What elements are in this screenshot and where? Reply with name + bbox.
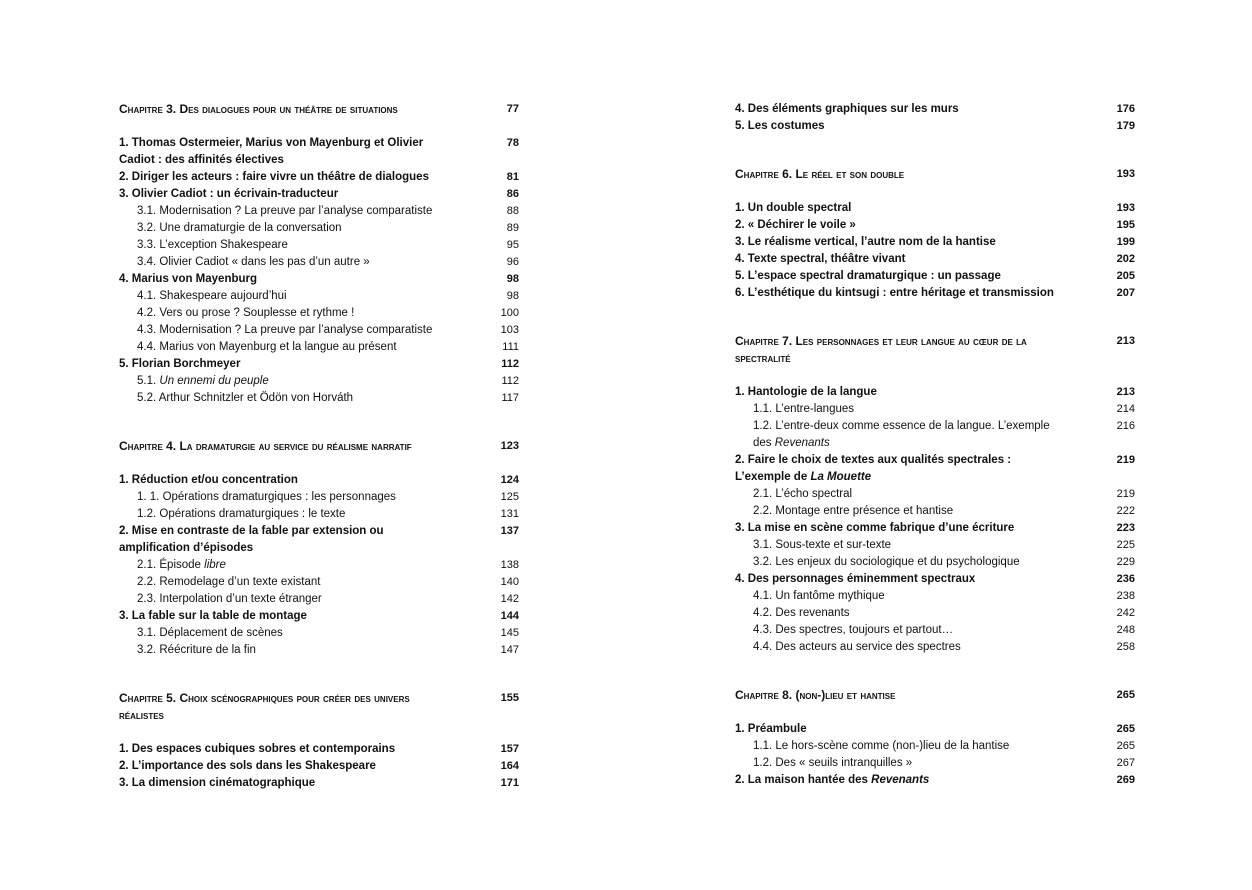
toc-entry-title: 4. Texte spectral, théâtre vivant xyxy=(735,253,906,265)
toc-section-entry xyxy=(735,452,1135,486)
toc-subsection-entry xyxy=(735,622,1135,639)
toc-entry-title: 5. L’espace spectral dramaturgique : un passage xyxy=(735,270,1001,282)
toc-page-number: 103 xyxy=(500,324,519,336)
toc-entry-title: 4. Marius von Mayenburg xyxy=(119,273,258,285)
toc-section-entry xyxy=(735,384,1135,401)
toc-entry-title: 1. Réduction et/ou concentration xyxy=(119,474,298,486)
toc-subsection-entry xyxy=(119,506,519,523)
toc-subsection-entry xyxy=(119,489,519,506)
toc-section-entry xyxy=(735,285,1135,302)
toc-entry-title: Chapitre 3. Des dialogues pour un théâtre de situations xyxy=(119,102,398,116)
toc-entry-title: 2. L’importance des sols dans les Shakespeare xyxy=(119,760,376,772)
toc-entry-title: 4.4. Des acteurs au service des spectres xyxy=(753,641,961,653)
toc-subsection-entry xyxy=(735,401,1135,418)
right-page-toc xyxy=(735,101,1135,789)
toc-page-number: 78 xyxy=(506,137,519,149)
toc-section-entry xyxy=(119,741,519,758)
toc-section-entry xyxy=(119,356,519,373)
toc-page-number: 193 xyxy=(1116,202,1135,214)
toc-subsection-entry xyxy=(119,288,519,305)
toc-page-number: 267 xyxy=(1116,757,1135,769)
toc-subsection-entry xyxy=(119,322,519,339)
toc-subsection-entry xyxy=(735,554,1135,571)
toc-page-number: 124 xyxy=(500,474,519,486)
toc-entry-title-italic: Revenants xyxy=(774,437,830,449)
toc-section-entry xyxy=(119,608,519,625)
toc-subsection-entry xyxy=(119,557,519,574)
toc-entry-title-prefix: 2. La maison hantée des xyxy=(735,774,872,786)
toc-entry-title: 4.1. Un fantôme mythique xyxy=(753,590,885,602)
toc-entry-title: 3. La mise en scène comme fabrique d’une écriture xyxy=(735,522,1015,534)
toc-entry-title: 2. Mise en contraste de la fable par extension ou amplification d’épisodes xyxy=(119,525,384,554)
toc-page-number: 123 xyxy=(500,440,519,452)
toc-subsection-entry xyxy=(119,254,519,271)
toc-subsection-entry xyxy=(119,574,519,591)
toc-page-number: 95 xyxy=(506,239,519,251)
toc-page-number: 96 xyxy=(506,256,519,268)
toc-entry-title: 4.2. Vers ou prose ? Souplesse et rythme ! xyxy=(137,307,355,319)
toc-entry-title: 2.3. Interpolation d’un texte étranger xyxy=(137,593,322,605)
toc-subsection-entry xyxy=(735,639,1135,656)
toc-entry-title: Chapitre 6. Le réel et son double xyxy=(735,167,905,181)
toc-entry-title: 4. Des éléments graphiques sur les murs xyxy=(735,103,959,115)
toc-entry-title: Chapitre 8. (non-)lieu et hantise xyxy=(735,688,896,702)
toc-section-entry xyxy=(119,775,519,792)
toc-section-entry xyxy=(119,758,519,775)
toc-page-number: 111 xyxy=(502,341,519,353)
toc-entry-title: 1. Préambule xyxy=(735,723,807,735)
toc-entry-title xyxy=(735,452,1103,486)
toc-entry-title: 3.1. Déplacement de scènes xyxy=(137,627,283,639)
toc-section-entry xyxy=(119,135,519,169)
toc-entry-title: 4.4. Marius von Mayenburg et la langue au présent xyxy=(137,341,397,353)
toc-entry-title: 3. La dimension cinématographique xyxy=(119,777,316,789)
toc-page-number: 98 xyxy=(506,273,519,285)
toc-page-number: 213 xyxy=(1116,386,1135,398)
toc-page-number: 193 xyxy=(1116,168,1135,180)
toc-page-number: 89 xyxy=(506,222,519,234)
toc-subsection-entry xyxy=(119,305,519,322)
toc-page-number: 157 xyxy=(500,743,519,755)
toc-chapter-entry xyxy=(735,166,1135,183)
toc-page-number: 265 xyxy=(1116,689,1135,701)
toc-section-entry xyxy=(735,234,1135,251)
toc-entry-title xyxy=(119,373,487,390)
toc-entry-title: 3.4. Olivier Cadiot « dans les pas d’un autre » xyxy=(137,256,370,268)
toc-subsection-entry xyxy=(119,642,519,659)
toc-entry-title: 3.1. Modernisation ? La preuve par l’analyse comparatiste xyxy=(137,205,433,217)
toc-page-number: 112 xyxy=(501,375,519,387)
toc-entry-title: 3. Le réalisme vertical, l’autre nom de la hantise xyxy=(735,236,996,248)
toc-subsection-entry xyxy=(735,418,1135,452)
toc-page-number: 202 xyxy=(1116,253,1135,265)
toc-subsection-entry xyxy=(119,203,519,220)
toc-page-number: 207 xyxy=(1116,287,1135,299)
toc-entry-title: 1. 1. Opérations dramaturgiques : les personnages xyxy=(137,491,396,503)
toc-entry-title: 5.2. Arthur Schnitzler et Ödön von Horváth xyxy=(137,392,354,404)
toc-chapter-entry xyxy=(119,690,519,724)
toc-section-entry xyxy=(735,101,1135,118)
toc-page-number: 265 xyxy=(1116,723,1135,735)
toc-entry-title: 2.2. Montage entre présence et hantise xyxy=(753,505,954,517)
toc-page-number: 171 xyxy=(500,777,519,789)
toc-entry-title-italic: libre xyxy=(204,559,226,571)
toc-entry-title-prefix: 2. Faire le choix de textes aux qualités spectrales : L’exemple de xyxy=(735,454,1012,483)
toc-page-number: 81 xyxy=(506,171,519,183)
toc-section-entry xyxy=(735,571,1135,588)
toc-subsection-entry xyxy=(735,537,1135,554)
toc-entry-title: 3. Olivier Cadiot : un écrivain-traducteur xyxy=(119,188,339,200)
toc-entry-title: 1. Un double spectral xyxy=(735,202,852,214)
toc-entry-title-prefix: 2.1. Épisode xyxy=(137,559,205,571)
toc-entry-title: 4. Des personnages éminemment spectraux xyxy=(735,573,976,585)
toc-page-number: 77 xyxy=(506,103,519,115)
toc-entry-title: 1. Hantologie de la langue xyxy=(735,386,877,398)
toc-section-entry xyxy=(119,523,519,557)
toc-subsection-entry xyxy=(735,486,1135,503)
toc-page-number: 142 xyxy=(500,593,519,605)
toc-entry-title-italic: Revenants xyxy=(871,774,930,786)
toc-entry-title: 4.2. Des revenants xyxy=(753,607,850,619)
toc-subsection-entry xyxy=(735,588,1135,605)
toc-entry-title-italic: Un ennemi du peuple xyxy=(159,375,269,387)
toc-page-number: 138 xyxy=(500,559,519,571)
toc-entry-title-italic: La Mouette xyxy=(810,471,872,483)
toc-page-number: 195 xyxy=(1116,219,1135,231)
toc-entry-title: 4.3. Des spectres, toujours et partout… xyxy=(753,624,954,636)
toc-entry-title: 3.2. Les enjeux du sociologique et du psychologique xyxy=(753,556,1020,568)
toc-page-number: 137 xyxy=(500,525,519,537)
toc-subsection-entry xyxy=(735,605,1135,622)
toc-subsection-entry xyxy=(735,738,1135,755)
toc-page-number: 155 xyxy=(500,692,519,704)
toc-section-entry xyxy=(119,271,519,288)
toc-chapter-entry xyxy=(119,438,519,455)
toc-subsection-entry xyxy=(119,625,519,642)
toc-entry-title: 1.1. L’entre-langues xyxy=(753,403,855,415)
toc-page-number: 223 xyxy=(1116,522,1135,534)
toc-page-number: 213 xyxy=(1116,335,1135,347)
toc-entry-title-prefix: 5.1. xyxy=(137,375,160,387)
toc-section-entry xyxy=(735,118,1135,135)
toc-page-number: 125 xyxy=(500,491,519,503)
toc-page-number: 100 xyxy=(500,307,519,319)
toc-entry-title: 6. L’esthétique du kintsugi : entre héritage et transmission xyxy=(735,287,1054,299)
toc-page-number: 222 xyxy=(1116,505,1135,517)
toc-subsection-entry xyxy=(735,755,1135,772)
toc-entry-title: 1.1. Le hors-scène comme (non-)lieu de la hantise xyxy=(753,740,1010,752)
toc-page-number: 269 xyxy=(1116,774,1135,786)
toc-subsection-entry xyxy=(119,591,519,608)
toc-section-entry xyxy=(119,472,519,489)
toc-page-number: 258 xyxy=(1116,641,1135,653)
toc-section-entry xyxy=(735,217,1135,234)
toc-page-number: 140 xyxy=(500,576,519,588)
toc-entry-title xyxy=(119,557,487,574)
toc-chapter-entry xyxy=(119,101,519,118)
toc-entry-title: 3.2. Une dramaturgie de la conversation xyxy=(137,222,342,234)
toc-section-entry xyxy=(735,520,1135,537)
toc-page-number: 88 xyxy=(506,205,519,217)
toc-page-number: 236 xyxy=(1116,573,1135,585)
left-page-toc xyxy=(119,101,519,792)
toc-subsection-entry xyxy=(119,390,519,407)
toc-page-number: 98 xyxy=(506,290,519,302)
toc-page-number: 219 xyxy=(1116,454,1135,466)
toc-entry-title xyxy=(735,772,1103,789)
toc-entry-title: 1. Thomas Ostermeier, Marius von Mayenburg et Olivier Cadiot : des affinités électives xyxy=(119,137,424,166)
toc-page-number: 117 xyxy=(501,392,519,404)
toc-entry-title: 2.1. L’écho spectral xyxy=(753,488,853,500)
toc-page-number: 144 xyxy=(500,610,519,622)
toc-entry-title: Chapitre 5. Choix scénographiques pour créer des univers réalistes xyxy=(119,691,410,722)
toc-entry-title: 1. Des espaces cubiques sobres et contemporains xyxy=(119,743,396,755)
toc-section-entry xyxy=(735,268,1135,285)
toc-page-number: 225 xyxy=(1116,539,1135,551)
toc-subsection-entry xyxy=(119,220,519,237)
toc-entry-title-prefix: 1.2. L’entre-deux comme essence de la langue. L’exemple des xyxy=(753,420,1050,449)
toc-section-entry xyxy=(735,200,1135,217)
toc-page-number: 248 xyxy=(1116,624,1135,636)
toc-page-number: 205 xyxy=(1116,270,1135,282)
toc-entry-title: 3.3. L’exception Shakespeare xyxy=(137,239,288,251)
toc-section-entry xyxy=(119,186,519,203)
toc-page-number: 164 xyxy=(500,760,519,772)
toc-entry-title: 3.2. Réécriture de la fin xyxy=(137,644,256,656)
toc-entry-title: 5. Les costumes xyxy=(735,120,825,132)
toc-page-number: 216 xyxy=(1116,420,1135,432)
toc-subsection-entry xyxy=(735,503,1135,520)
toc-entry-title: 5. Florian Borchmeyer xyxy=(119,358,241,370)
toc-entry-title: 3. La fable sur la table de montage xyxy=(119,610,307,622)
toc-chapter-entry xyxy=(735,333,1135,367)
toc-subsection-entry xyxy=(119,339,519,356)
toc-page-number: 214 xyxy=(1116,403,1135,415)
toc-page-number: 229 xyxy=(1116,556,1135,568)
toc-page-number: 145 xyxy=(500,627,519,639)
toc-page-number: 131 xyxy=(500,508,519,520)
toc-page-number: 242 xyxy=(1116,607,1135,619)
toc-subsection-entry xyxy=(119,373,519,390)
toc-section-entry xyxy=(735,251,1135,268)
toc-subsection-entry xyxy=(119,237,519,254)
toc-section-entry xyxy=(735,772,1135,789)
toc-page-number: 86 xyxy=(506,188,519,200)
toc-entry-title: 2.2. Remodelage d’un texte existant xyxy=(137,576,321,588)
toc-page-number: 176 xyxy=(1116,103,1135,115)
toc-page-number: 112 xyxy=(501,358,519,370)
toc-entry-title: 2. « Déchirer le voile » xyxy=(735,219,856,231)
toc-entry-title: 1.2. Des « seuils intranquilles » xyxy=(753,757,913,769)
toc-entry-title: 4.1. Shakespeare aujourd’hui xyxy=(137,290,287,302)
toc-entry-title xyxy=(735,418,1103,452)
toc-entry-title: 3.1. Sous-texte et sur-texte xyxy=(753,539,892,551)
toc-entry-title: 2. Diriger les acteurs : faire vivre un théâtre de dialogues xyxy=(119,171,429,183)
toc-entry-title: Chapitre 7. Les personnages et leur langue au cœur de la spectralité xyxy=(735,334,1027,365)
toc-entry-title: Chapitre 4. La dramaturgie au service du réalisme narratif xyxy=(119,439,412,453)
toc-entry-title: 1.2. Opérations dramaturgiques : le texte xyxy=(137,508,346,520)
toc-page-number: 147 xyxy=(500,644,519,656)
toc-page-number: 219 xyxy=(1116,488,1135,500)
toc-page-number: 265 xyxy=(1116,740,1135,752)
toc-section-entry xyxy=(735,721,1135,738)
toc-page-number: 199 xyxy=(1116,236,1135,248)
toc-entry-title: 4.3. Modernisation ? La preuve par l’analyse comparatiste xyxy=(137,324,433,336)
toc-page-number: 238 xyxy=(1116,590,1135,602)
toc-page-number: 179 xyxy=(1116,120,1135,132)
toc-chapter-entry xyxy=(735,687,1135,704)
toc-section-entry xyxy=(119,169,519,186)
